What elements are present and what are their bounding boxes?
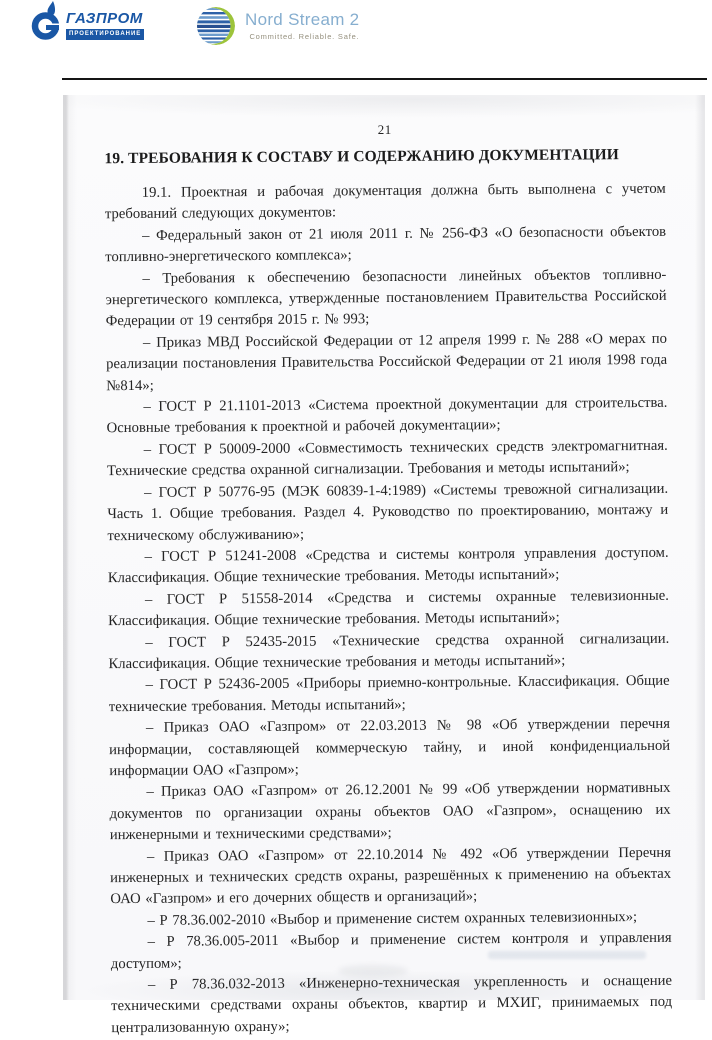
list-item: – ГОСТ Р 50009-2000 «Совместимость технических средств электромагнитная. Технические средства охранной сигнализации. Требования и методы испытаний»; bbox=[106, 437, 668, 480]
list-item: – Р 78.36.032-2013 «Инженерно-техническая укрепленность и оснащение техническими средствами охраны объектов, квартир и МХИГ, принимаемых под централизованную охрану»; bbox=[111, 972, 673, 1037]
gazprom-subtitle: ПРОЕКТИРОВАНИЕ bbox=[66, 29, 144, 40]
nordstream-text-column bbox=[245, 10, 359, 41]
list-item: – Р 78.36.002-2010 «Выбор и применение систем охранных телевизионных»; bbox=[147, 908, 638, 929]
list-item: – ГОСТ Р 21.1101-2013 «Система проектной документации для строительства. Основные требования к проектной и рабочей документации»; bbox=[106, 394, 668, 437]
list-item: – Р 78.36.005-2011 «Выбор и применение систем контроля и управления доступом»; bbox=[110, 929, 672, 972]
list-item: – Приказ ОАО «Газпром» от 22.03.2013 № 98 «Об утверждении перечня информации, составляющей коммерческую тайну, и иной конфиденциальной информации ОАО «Газпром»; bbox=[109, 715, 671, 780]
list-item: – ГОСТ Р 50776-95 (МЭК 60839-1-4:1989) «Системы тревожной сигнализации. Часть 1. Общие требования. Раздел 4. Руководство по проектированию, монтажу и техническому обслуживанию»; bbox=[107, 480, 669, 544]
page-number: 21 bbox=[377, 121, 392, 138]
list-item: – Федеральный закон от 21 июля 2011 г. № 256-ФЗ «О безопасности объектов топливно-энергетического комплекса»; bbox=[105, 223, 667, 266]
header-divider-line bbox=[62, 78, 707, 80]
list-item: – ГОСТ Р 52436-2005 «Приборы приемно-контрольные. Классификация. Общие технические требования. Методы испытаний»; bbox=[108, 673, 670, 715]
list-item: – ГОСТ Р 51241-2008 «Средства и системы контроля управления доступом. Классификация. Общие технические требования. Методы испытаний»; bbox=[107, 544, 669, 587]
list-item: – Приказ МВД Российской Федерации от 12 апреля 1999 г. № 288 «О мерах по реализации постановления Правительства Российской Федерации от 21 июля 1998 года №814»; bbox=[106, 330, 668, 394]
list-item: – Приказ ОАО «Газпром» от 26.12.2001 № 99 «Об утверждении нормативных документов по организации охраны объектов ОАО «Газпром», оснащению их инженерными и техническими средствами»; bbox=[109, 780, 671, 844]
document-body bbox=[105, 179, 673, 1040]
scan-artifact-blot bbox=[338, 965, 408, 977]
gazprom-flame-icon bbox=[32, 1, 64, 43]
list-item: – Приказ ОАО «Газпром» от 22.10.2014 № 492 «Об утверждении Перечня инженерных и технических средств охраны, разрешённых к применению на объектах ОАО «Газпром» и его дочерних обществ и организаций»; bbox=[110, 844, 672, 908]
list-item: – ГОСТ Р 52435-2015 «Технические средства охранной сигнализации. Классификация. Общие технические требования и методы испытаний»; bbox=[108, 630, 670, 673]
gazprom-wordmark: ГАЗПРОМ bbox=[66, 10, 143, 27]
scan-artifact-faint-stamp bbox=[488, 951, 646, 959]
gazprom-logo bbox=[32, 1, 144, 43]
nordstream-wordmark: Nord Stream 2 bbox=[245, 10, 360, 29]
nordstream-logo bbox=[196, 6, 359, 46]
document-content bbox=[63, 92, 712, 1037]
gazprom-text-column bbox=[66, 10, 144, 40]
nordstream-globe-icon bbox=[196, 6, 236, 46]
section-heading: 19. ТРЕБОВАНИЯ К СОСТАВУ И СОДЕРЖАНИЮ ДОКУМЕНТАЦИИ bbox=[104, 146, 619, 168]
list-item: – ГОСТ Р 51558-2014 «Средства и системы охранные телевизионные. Классификация. Общие технические требования. Методы испытаний»; bbox=[108, 587, 670, 630]
intro-paragraph: 19.1. Проектная и рабочая документация должна быть выполнена с учетом требований следующих документов: bbox=[104, 180, 666, 223]
scanned-document-page bbox=[63, 95, 705, 1037]
nordstream-tagline: Committed. Reliable. Safe. bbox=[249, 32, 360, 41]
list-item: – Требования к обеспечению безопасности линейных объектов топливно-энергетического комплекса, утвержденные постановлением Правительства Российской Федерации от 19 сентября 2015 г. № 993; bbox=[105, 266, 667, 330]
